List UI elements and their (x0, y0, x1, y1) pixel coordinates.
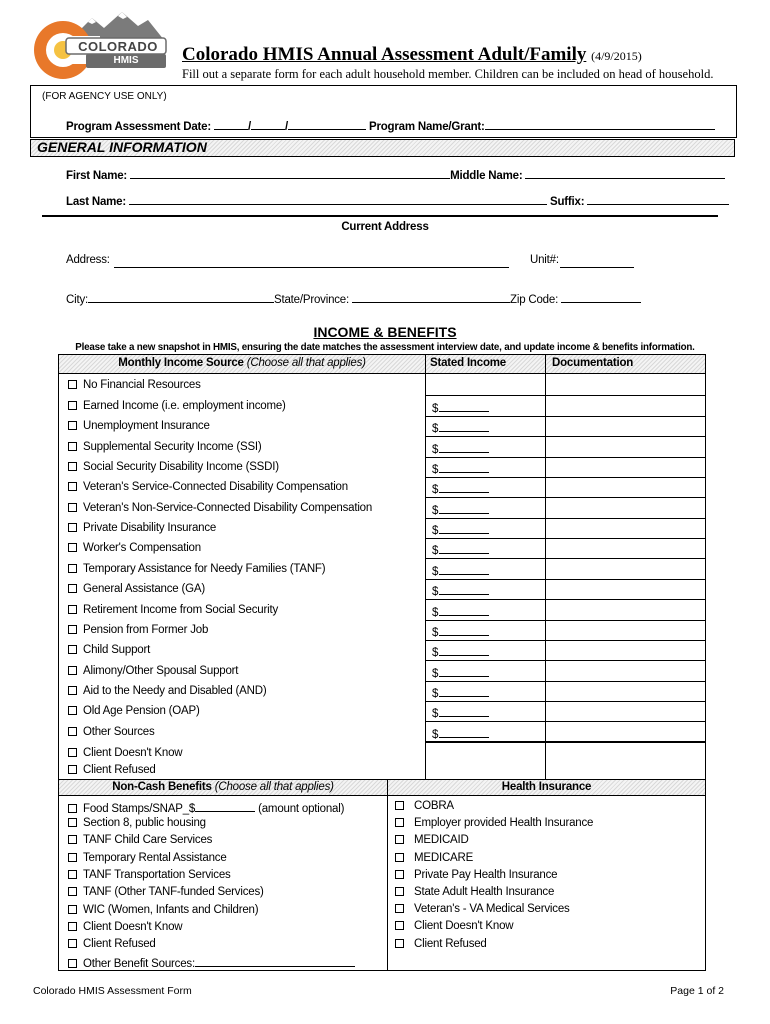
stated-income-blank[interactable] (439, 563, 489, 575)
health-item-checkbox[interactable] (395, 818, 404, 827)
income-row-line (425, 620, 706, 621)
footer-page: Page 1 of 2 (670, 985, 724, 997)
dollar-sign: $ (432, 484, 439, 497)
health-item-label: Private Pay Health Insurance (414, 868, 558, 881)
assessment-date-row: Program Assessment Date: / / Program Name/Grant: (66, 118, 715, 133)
stated-income-blank[interactable] (439, 522, 489, 534)
income-row-line (425, 579, 706, 580)
address-label: Address: (66, 254, 110, 266)
stated-income-field[interactable] (432, 705, 489, 720)
other-benefit-field[interactable] (195, 955, 355, 967)
general-info-heading: GENERAL INFORMATION (37, 139, 207, 155)
form-date: (4/9/2015) (591, 49, 642, 63)
income-header-line (58, 373, 706, 374)
dollar-sign: $ (432, 708, 439, 721)
stated-income-blank[interactable] (439, 461, 489, 473)
last-name-row: Last Name: Suffix: (66, 193, 729, 208)
address-divider (42, 215, 718, 217)
col-source-header (59, 357, 425, 369)
zip-field[interactable] (561, 291, 641, 303)
income-row-line (425, 701, 706, 702)
health-item-checkbox[interactable] (395, 870, 404, 879)
dollar-sign: $ (432, 565, 439, 578)
income-source-row[interactable] (68, 542, 201, 554)
income-client-doesnt-know-row[interactable] (68, 747, 182, 759)
income-source-row[interactable] (68, 481, 348, 493)
dollar-sign: $ (432, 728, 439, 741)
stated-income-blank[interactable] (439, 665, 489, 677)
noncash-item-row[interactable] (68, 904, 258, 916)
dollar-sign: $ (432, 423, 439, 436)
stated-income-blank[interactable] (439, 624, 489, 636)
health-item-label: Employer provided Health Insurance (414, 817, 594, 830)
dollar-sign: $ (432, 464, 439, 477)
income-source-label: Pension from Former Job (83, 623, 209, 636)
address-field[interactable] (114, 256, 509, 268)
dollar-sign: $ (432, 586, 439, 599)
health-item-checkbox[interactable] (395, 921, 404, 930)
stated-income-blank[interactable] (439, 604, 489, 616)
dollar-sign: $ (432, 443, 439, 456)
health-item-row[interactable] (395, 834, 469, 846)
health-item-checkbox[interactable] (395, 939, 404, 948)
stated-income-field[interactable] (432, 441, 489, 456)
income-source-checkbox[interactable] (68, 442, 77, 451)
health-item-label: MEDICAID (414, 834, 469, 847)
noncash-item-row[interactable] (68, 886, 264, 898)
income-source-checkbox[interactable] (68, 421, 77, 430)
no-financial-label: No Financial Resources (83, 379, 201, 391)
noncash-item-label: Temporary Rental Assistance (83, 851, 227, 864)
income-source-label: Veteran's Service-Connected Disability Compensation (83, 481, 348, 494)
health-item-row[interactable] (395, 920, 513, 932)
unit-field[interactable] (560, 256, 634, 268)
stated-income-field[interactable] (432, 420, 489, 435)
noncash-item-checkbox[interactable] (68, 870, 77, 879)
logo-sub-text: HMIS (113, 55, 139, 66)
noncash-item-row[interactable] (68, 834, 212, 846)
income-row-line (425, 477, 706, 478)
dollar-sign: $ (432, 606, 439, 619)
health-header: Health Insurance (501, 781, 592, 793)
food-stamps-checkbox[interactable] (68, 804, 77, 813)
health-item-row[interactable] (395, 886, 554, 898)
stated-income-blank[interactable] (439, 726, 489, 738)
dollar-sign: $ (432, 545, 439, 558)
suffix-label: Suffix (550, 196, 581, 208)
stated-income-field[interactable] (432, 502, 489, 517)
income-source-row[interactable] (68, 420, 210, 432)
dollar-sign: $ (432, 667, 439, 680)
stated-income-field[interactable] (432, 665, 489, 680)
income-source-label: Other Sources (83, 725, 155, 738)
assessment-date-month[interactable] (214, 118, 248, 130)
income-source-checkbox[interactable] (68, 503, 77, 512)
noncash-item-row[interactable] (68, 938, 156, 950)
income-source-row[interactable] (68, 705, 200, 717)
other-benefit-row[interactable] (68, 955, 355, 970)
income-source-checkbox[interactable] (68, 523, 77, 532)
income-source-row[interactable] (68, 685, 267, 697)
income-source-checkbox[interactable] (68, 727, 77, 736)
health-item-row[interactable] (395, 938, 487, 950)
health-item-label: State Adult Health Insurance (414, 886, 555, 898)
logo-brand-text: COLORADO (78, 39, 158, 54)
income-source-label: Private Disability Insurance (83, 522, 217, 535)
col-source-note: (Choose all that applies) (246, 357, 366, 369)
income-source-label: Unemployment Insurance (83, 420, 210, 433)
income-source-label: General Assistance (GA) (83, 583, 205, 596)
income-source-label: Retirement Income from Social Security (83, 603, 278, 616)
other-benefit-label: Other Benefit Sources: (83, 958, 195, 970)
noncash-item-row[interactable] (68, 852, 227, 864)
income-source-checkbox[interactable] (68, 625, 77, 634)
income-row-line (425, 599, 706, 600)
stated-income-field[interactable] (432, 726, 489, 741)
dollar-sign: $ (432, 647, 439, 660)
noncash-title: Non-Cash Benefits (112, 781, 212, 793)
income-source-row[interactable] (68, 726, 155, 738)
income-source-row[interactable] (68, 502, 372, 514)
noncash-item-checkbox[interactable] (68, 922, 77, 931)
noncash-item-label: TANF Child Care Services (83, 834, 213, 847)
income-source-row[interactable] (68, 441, 262, 453)
form-subtitle: Fill out a separate form for each adult household member. Children can be included on head of household. (182, 67, 714, 81)
income-row-line (425, 457, 706, 458)
income-source-label: Social Security Disability Income (SSDI) (83, 461, 279, 474)
income-source-label: Worker's Compensation (83, 542, 201, 555)
amount-optional-label: (amount optional) (258, 803, 345, 815)
benefits-header-line (58, 795, 706, 796)
noncash-note: (Choose all that applies) (214, 781, 334, 793)
program-name-field[interactable] (485, 118, 715, 130)
dollar-sign: $ (432, 504, 439, 517)
col-stated-header: Stated Income (430, 357, 507, 369)
stated-income-field[interactable] (432, 461, 489, 476)
middle-name-label: Middle Name (450, 170, 519, 182)
health-item-label: MEDICARE (414, 851, 474, 864)
income-source-row[interactable] (68, 644, 150, 656)
income-row-line (425, 640, 706, 641)
first-name-row: First Name: Middle Name: (66, 167, 725, 182)
income-row-line (425, 497, 706, 498)
health-item-row[interactable] (395, 869, 557, 881)
state-field[interactable] (352, 291, 510, 303)
noncash-item-checkbox[interactable] (68, 853, 77, 862)
stated-income-field[interactable] (432, 624, 489, 639)
income-row-line (425, 721, 706, 722)
stated-income-blank[interactable] (439, 685, 489, 697)
stated-income-blank[interactable] (439, 441, 489, 453)
income-row-line (425, 538, 706, 539)
stated-income-blank[interactable] (439, 481, 489, 493)
no-financial-checkbox[interactable] (68, 380, 77, 389)
health-item-checkbox[interactable] (395, 835, 404, 844)
income-source-label: Supplemental Security Income (SSI) (83, 440, 262, 453)
income-source-label: Alimony/Other Spousal Support (83, 664, 239, 677)
income-source-row[interactable] (68, 624, 208, 636)
health-item-row[interactable] (395, 903, 570, 915)
health-item-label: COBRA (414, 800, 454, 812)
income-client-doesnt-know-checkbox[interactable] (68, 748, 77, 757)
last-name-label: Last Name (66, 196, 123, 208)
health-item-checkbox[interactable] (395, 853, 404, 862)
health-item-row[interactable] (395, 800, 454, 812)
last-name-field[interactable] (129, 193, 547, 205)
current-address-heading: Current Address (341, 221, 429, 233)
income-source-checkbox[interactable] (68, 645, 77, 654)
income-source-row[interactable] (68, 583, 205, 595)
zip-label: Zip Code: (510, 294, 559, 306)
income-note: Please take a new snapshot in HMIS, ensuring the date matches the assessment interview date, and update income & benefits information. (75, 342, 695, 353)
suffix-field[interactable] (587, 193, 729, 205)
col-doc-header: Documentation (552, 357, 634, 369)
benefits-col-divider (387, 780, 388, 971)
agency-label: (FOR AGENCY USE ONLY) (42, 91, 167, 102)
noncash-item-row[interactable] (68, 921, 182, 933)
city-field[interactable] (88, 291, 274, 303)
health-item-checkbox[interactable] (395, 887, 404, 896)
income-row-line (425, 395, 706, 396)
noncash-item-row[interactable] (68, 817, 206, 829)
income-row-line (425, 558, 706, 559)
food-stamps-amount-field[interactable] (195, 800, 255, 812)
city-label: City: (66, 294, 89, 306)
noncash-item-checkbox[interactable] (68, 835, 77, 844)
income-row-line (425, 681, 706, 682)
income-source-checkbox[interactable] (68, 706, 77, 715)
assessment-date-day[interactable] (251, 118, 285, 130)
unit-label: Unit#: (530, 254, 559, 266)
stated-income-blank[interactable] (439, 583, 489, 595)
first-name-label: First Name: (66, 170, 128, 182)
stated-income-blank[interactable] (439, 705, 489, 717)
income-source-row[interactable] (68, 563, 325, 575)
col-source-title: Monthly Income Source (118, 357, 244, 369)
income-source-label: Temporary Assistance for Needy Families (TANF) (83, 562, 326, 575)
income-source-checkbox[interactable] (68, 543, 77, 552)
health-item-label: Client Doesn't Know (414, 920, 514, 933)
income-source-row[interactable] (68, 522, 216, 534)
stated-income-blank[interactable] (439, 644, 489, 656)
assessment-date-year[interactable] (288, 118, 366, 130)
form-title (182, 44, 642, 66)
income-source-checkbox[interactable] (68, 401, 77, 410)
income-col-divider-1 (425, 354, 426, 780)
noncash-item-label: TANF Transportation Services (83, 868, 231, 881)
stated-income-field[interactable] (432, 400, 489, 415)
state-label: State/Province: (274, 294, 350, 306)
income-row-line (425, 518, 706, 519)
no-financial-row[interactable] (68, 379, 201, 391)
income-client-refused-label: Client Refused (83, 764, 156, 776)
program-name-label: Program Name/Grant: (368, 121, 485, 133)
income-source-checkbox[interactable] (68, 564, 77, 573)
income-source-label: Aid to the Needy and Disabled (AND) (83, 684, 267, 697)
noncash-item-checkbox[interactable] (68, 939, 77, 948)
noncash-header (59, 781, 387, 793)
assessment-date-label: Program Assessment Date: (66, 121, 211, 133)
health-item-checkbox[interactable] (395, 904, 404, 913)
income-source-checkbox[interactable] (68, 482, 77, 491)
income-source-checkbox[interactable] (68, 686, 77, 695)
income-heading: INCOME & BENEFITS (313, 324, 457, 340)
income-source-row[interactable] (68, 604, 278, 616)
income-source-label: Old Age Pension (OAP) (83, 705, 200, 718)
dollar-sign: $ (432, 626, 439, 639)
income-source-label: Veteran's Non-Service-Connected Disability Compensation (83, 501, 373, 514)
health-item-label: Client Refused (414, 937, 487, 950)
income-source-label: Earned Income (i.e. employment income) (83, 400, 286, 412)
stated-income-field[interactable] (432, 604, 489, 619)
stated-income-field[interactable] (432, 563, 489, 578)
noncash-item-row[interactable] (68, 869, 231, 881)
dollar-sign: $ (432, 687, 439, 700)
income-client-doesnt-know-label: Client Doesn't Know (83, 747, 183, 759)
noncash-item-checkbox[interactable] (68, 818, 77, 827)
income-source-checkbox[interactable] (68, 462, 77, 471)
income-source-row[interactable] (68, 400, 286, 412)
stated-income-blank[interactable] (439, 420, 489, 432)
noncash-item-label: WIC (Women, Infants and Children) (83, 903, 259, 916)
health-item-row[interactable] (395, 852, 473, 864)
health-item-checkbox[interactable] (395, 801, 404, 810)
noncash-item-checkbox[interactable] (68, 887, 77, 896)
income-row-line (425, 416, 706, 417)
stated-income-field[interactable] (432, 583, 489, 598)
dollar-sign: $ (432, 525, 439, 538)
noncash-item-label: Client Doesn't Know (83, 920, 183, 933)
health-item-row[interactable] (395, 817, 593, 829)
income-source-checkbox[interactable] (68, 605, 77, 614)
stated-income-field[interactable] (432, 644, 489, 659)
colorado-hmis-logo (30, 6, 170, 82)
income-source-checkbox[interactable] (68, 584, 77, 593)
noncash-item-label: Client Refused (83, 938, 156, 951)
stated-income-field[interactable] (432, 522, 489, 537)
health-item-label: Veteran's - VA Medical Services (414, 903, 570, 916)
income-source-checkbox[interactable] (68, 666, 77, 675)
income-row-line (425, 660, 706, 661)
income-client-refused-checkbox[interactable] (68, 765, 77, 774)
income-client-refused-row[interactable] (68, 764, 156, 776)
noncash-item-label: Section 8, public housing (83, 817, 206, 829)
stated-income-field[interactable] (432, 481, 489, 496)
footer-form-name: Colorado HMIS Assessment Form (33, 985, 192, 997)
stated-income-field[interactable] (432, 542, 489, 557)
stated-income-blank[interactable] (439, 502, 489, 514)
city-state-zip-row (66, 291, 641, 306)
income-source-row[interactable] (68, 461, 279, 473)
other-benefit-checkbox[interactable] (68, 959, 77, 968)
dollar-sign: $ (432, 403, 439, 415)
income-source-label: Child Support (83, 644, 151, 657)
stated-income-blank[interactable] (439, 542, 489, 554)
income-col-divider-2 (545, 354, 546, 780)
food-stamps-row[interactable] (68, 800, 344, 815)
stated-income-blank[interactable] (439, 400, 489, 412)
income-source-row[interactable] (68, 665, 238, 677)
noncash-item-label: TANF (Other TANF-funded Services) (83, 886, 264, 899)
food-stamps-label: Food Stamps/SNAP_$ (83, 803, 196, 815)
income-row-line (425, 436, 706, 437)
form-title-text: Colorado HMIS Annual Assessment Adult/Family (182, 44, 587, 65)
first-name-field[interactable] (130, 167, 450, 179)
middle-name-field[interactable] (525, 167, 725, 179)
income-rows-end-line (425, 741, 706, 742)
noncash-item-checkbox[interactable] (68, 905, 77, 914)
stated-income-field[interactable] (432, 685, 489, 700)
